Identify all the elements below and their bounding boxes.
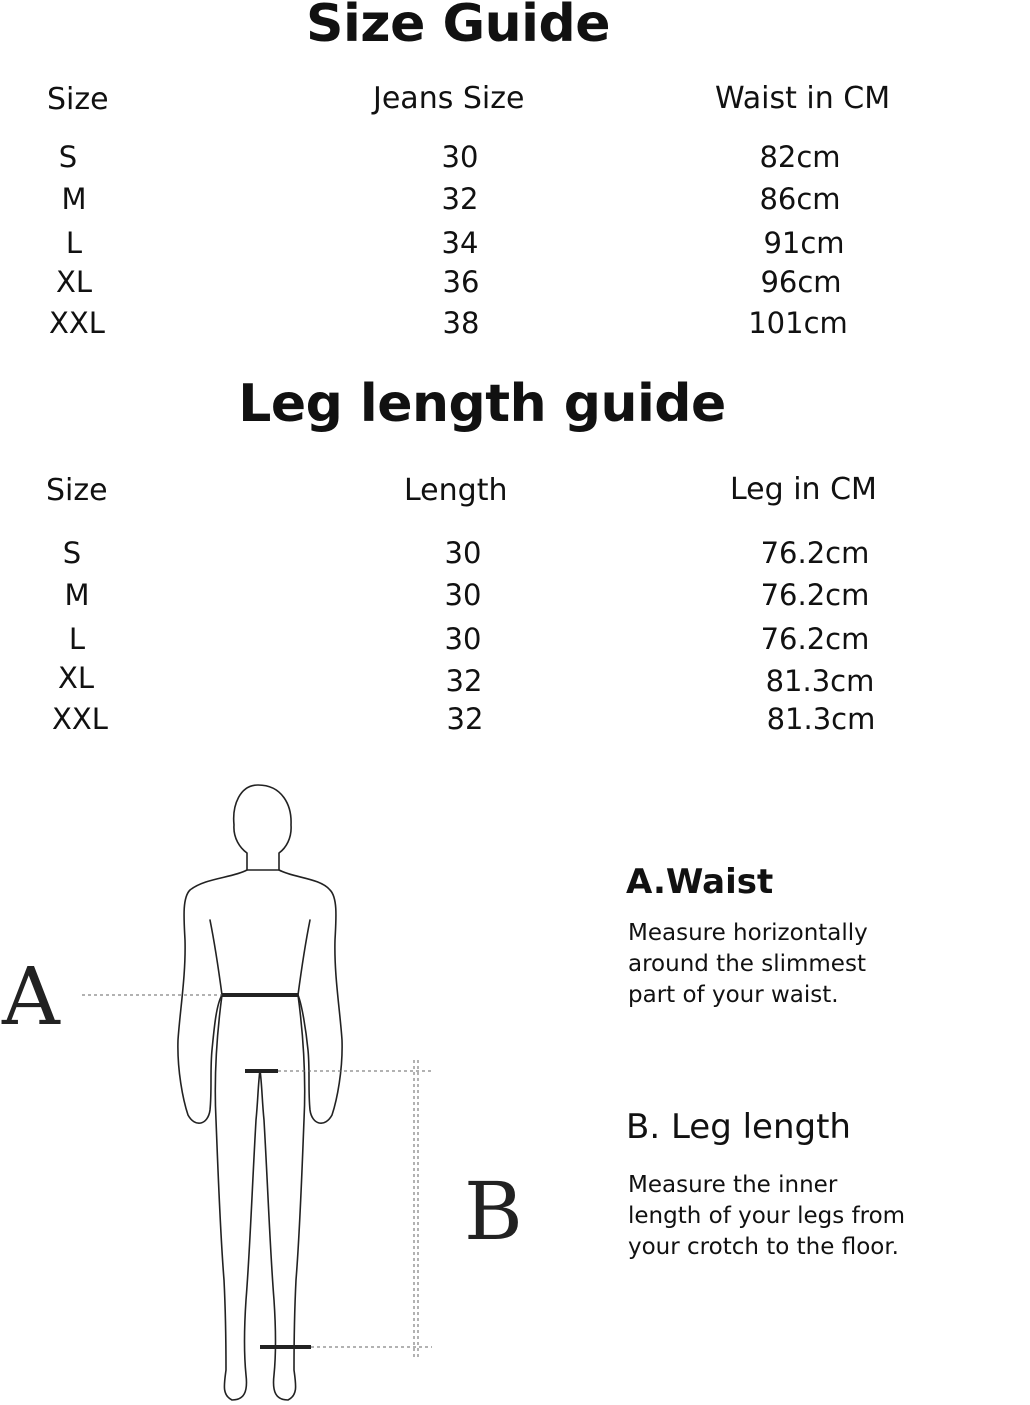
leg-cm-cell: 76.2cm [760,622,870,656]
leg-cm-cell: 81.3cm [765,664,875,698]
figure-legs [215,995,260,1400]
waist-description [628,918,988,1011]
waist-cell: 96cm [760,265,842,299]
leg-guide-title: Leg length guide [238,374,726,434]
leg-cm-cell: 81.3cm [766,702,876,736]
jeans-size-cell: 30 [441,140,479,174]
leg-description [628,1170,988,1263]
leg-description-line: Measure the inner [628,1172,838,1198]
waist-description-line: Measure horizontally [628,920,868,946]
leg-guide-header-length: Length [404,473,508,508]
length-cell: 32 [445,664,483,698]
waist-description-line: around the slimmest [628,951,866,977]
jeans-size-cell: 34 [441,226,479,260]
leg-description-line: your crotch to the floor. [628,1234,899,1260]
length-cell: 30 [444,622,482,656]
length-cell: 30 [444,578,482,612]
leg-label-title: B. Leg length [626,1107,851,1147]
size-cell: XXL [52,702,108,736]
size-guide-title: Size Guide [306,0,610,54]
waist-description-line: part of your waist. [628,982,839,1008]
waist-cell: 86cm [759,182,841,216]
size-cell: L [65,226,83,260]
size-cell: M [61,182,87,216]
leg-guide-header-size: Size [46,473,108,508]
size-cell: S [62,536,82,570]
body-measurement-illustration [0,760,620,1405]
size-cell: XL [55,265,93,299]
size-guide-header-jeans: Jeans Size [373,81,525,116]
waist-cell: 101cm [748,306,848,340]
leg-guide-header-leg: Leg in CM [730,472,877,507]
leg-description-line: length of your legs from [628,1203,906,1229]
size-cell: XL [57,661,95,695]
length-cell: 30 [444,536,482,570]
size-cell: S [58,140,78,174]
waist-cell: 82cm [759,140,841,174]
size-guide-header-size: Size [47,82,109,117]
leg-cm-cell: 76.2cm [760,578,870,612]
waist-cell: 91cm [763,226,845,260]
jeans-size-cell: 36 [442,265,480,299]
waist-label-title: A.Waist [626,862,774,902]
jeans-size-cell: 38 [442,306,480,340]
marker-a: A [2,950,60,1043]
size-cell: XXL [49,306,105,340]
marker-b: B [464,1165,523,1258]
size-guide-header-waist: Waist in CM [715,81,891,116]
length-cell: 32 [446,702,484,736]
jeans-size-cell: 32 [441,182,479,216]
size-cell: M [64,578,90,612]
figure-head [234,785,291,870]
leg-cm-cell: 76.2cm [760,536,870,570]
size-cell: L [68,622,86,656]
